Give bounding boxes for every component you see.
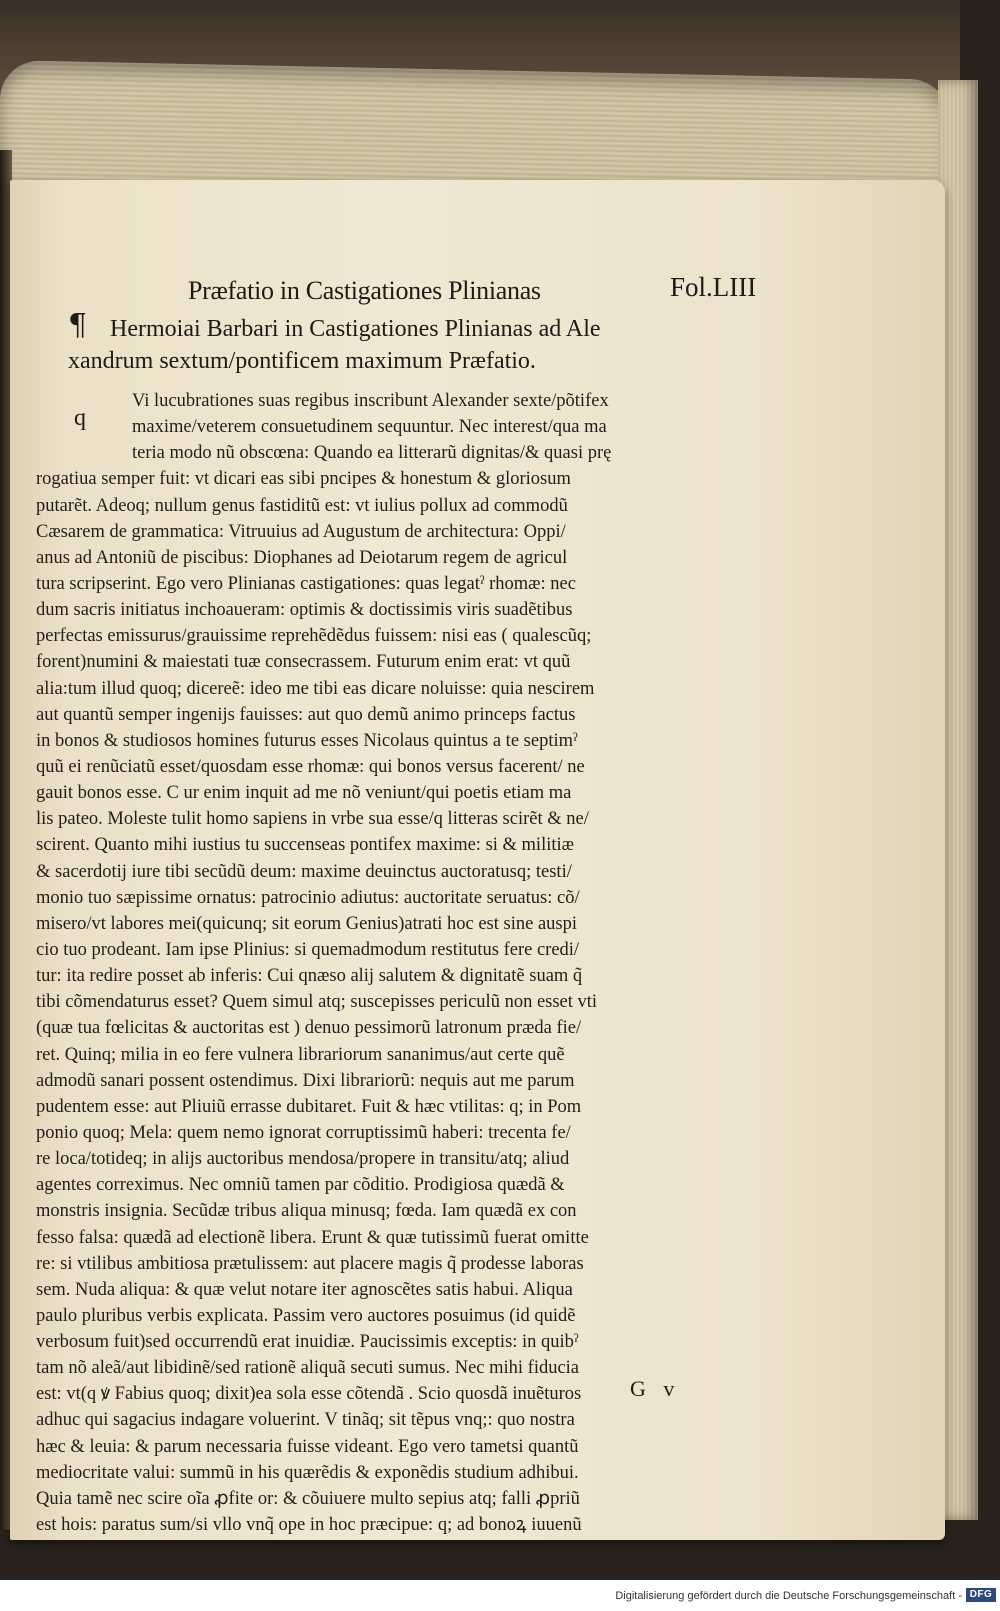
body-line: rogatiua semper fuit: vt dicari eas sibi pncipes & honestum & gloriosum: [36, 469, 571, 490]
body-line: agentes correximus. Nec omniũ tamen par cõditio. Prodigiosa quædã &: [36, 1175, 565, 1196]
signature-mark: G v: [630, 1376, 681, 1401]
body-line: Cæsarem de grammatica: Vitruuius ad Augustum de architectura: Oppi/: [36, 521, 566, 542]
body-line: tibi cõmendaturus esset? Quem simul atq; suscepisses periculũ non esset vti: [36, 992, 598, 1013]
body-line: cio tuo prodeant. Iam ipse Plinius: si quemadmodum restitutus fere credi/: [36, 939, 580, 960]
body-line: (quæ tua fœlicitas & auctoritas est ) denuo pessimorũ latronum præda fie/: [36, 1018, 582, 1039]
body-line: monio tuo sæpissime ornatus: patrocinio adiutus: auctoritate seruatus: cõ/: [36, 887, 580, 908]
body-line: in bonos & studiosos homines futurus esses Nicolaus quintus a te septimˀ: [36, 730, 578, 751]
body-line: re loca/totideq; in alijs auctoribus mendosa/propere in transitu/atq; aliud: [36, 1149, 570, 1170]
body-line: paulo pluribus verbis explicata. Passim vero auctores posuimus (id quidẽ: [36, 1305, 576, 1326]
body-line: perfectas emissurus/grauissime reprehẽdẽdus fuissem: nisi eas ( qualescũq;: [36, 626, 592, 647]
body-line: putarẽt. Adeoq; nullum genus fastiditũ est: vt iulius pollux ad commodũ: [36, 495, 568, 516]
body-line: dum sacris initiatus inchoaueram: optimis & doctissimis viris suadẽtibus: [36, 600, 573, 621]
dfg-logo-icon: DFG: [966, 1588, 996, 1602]
body-line: [36, 1538, 796, 1564]
body-line: Vi lucubrationes suas regibus inscribunt Alexander sexte/põtifex: [132, 391, 609, 411]
book-page: [10, 180, 945, 1540]
body-line: gauit bonos esse. C ur enim inquit ad me nõ veniunt/qui poetis etiam ma: [36, 783, 572, 804]
body-line: Quia tamẽ nec scire oĩa ꝓfite or: & cõuiuere multo sepius atq; falli ꝓpriũ: [36, 1488, 580, 1509]
body-text: [36, 388, 796, 1564]
body-line: re: si vtilibus ambitiosa prætulissem: aut placere magis q̃ prodesse laboras: [36, 1253, 584, 1274]
body-line: & sacerdotij iure tibi secũdũ deum: maxime deuinctus auctoratusq; testi/: [36, 861, 572, 882]
body-line: tur: ita redire posset ab inferis: Cui qnæso alij salutem & dignitatẽ suam q̃: [36, 966, 583, 987]
folio-number: Fol.LIII: [670, 272, 757, 302]
body-line: ponio quoq; Mela: quem nemo ignorat corruptissimũ haberi: trecenta fe/: [36, 1122, 571, 1143]
footer-credit: Digitalisierung gefördert durch die Deutsche Forschungsgemeinschaft -: [615, 1590, 962, 1602]
body-line: forent)numini & maiestati tuæ consecrassem. Futurum enim erat: vt quũ: [36, 652, 571, 673]
body-line: admodũ sanari possent ostendimus. Dixi librariorũ: nequis aut me parum: [36, 1070, 575, 1091]
body-line: est hois: paratus sum/si vllo vnq̃ ope in hoc præcipue: q; ad bonoꝝ iuuenũ: [36, 1515, 582, 1536]
body-line: tam nõ aleã/aut libidinẽ/sed rationẽ aliquã secuti sumus. Nec mihi fiducia: [36, 1358, 580, 1379]
body-line: mediocritate valui: summũ in his quærẽdis & exponẽdis studium adhibui.: [36, 1462, 579, 1483]
section-heading-line-2: xandrum sextum/pontificem maximum Præfatio.: [68, 348, 536, 374]
body-line: teria modo nũ obscœna: Quando ea litterarũ dignitas/& quasi prę: [132, 443, 612, 464]
body-line: fesso falsa: quædã ad electionẽ libera. Erunt & quæ tutissimũ fuerat omitte: [36, 1227, 589, 1248]
body-line: monstris insignia. Secũdæ tribus aliqua minusq; fœda. Iam quædã ex con: [36, 1201, 577, 1222]
body-line: alia:tum illud quoq; dicereẽ: ideo me tibi eas dicare noluisse: quia nescirem: [36, 678, 595, 699]
body-line: verbosum fuit)sed occurrendũ erat inuidiæ. Paucissimis exceptis: in quibˀ: [36, 1332, 579, 1353]
body-line: anus ad Antoniũ de piscibus: Diophanes ad Deiotarum regem de agricul: [36, 547, 568, 568]
body-line: ret. Quinq; milia in eo fere vulnera librariorum sananimus/aut certe quẽ: [36, 1044, 565, 1065]
body-line: quũ ei renũciatũ esset/quosdam esse rhomæ: qui bonos versus facerent/ ne: [36, 756, 585, 777]
running-title: Præfatio in Castigationes Plinianas: [188, 276, 541, 305]
body-line: hæc & leuia: & parum necessaria fuisse videant. Ego vero tametsi quantũ: [36, 1436, 579, 1457]
body-line: est: vt(q ꝟ Fabius quoq; dixit)ea sola esse cõtendã . Scio quosdã inuẽturos: [36, 1384, 582, 1405]
body-line: maxime/veterem consuetudinem sequuntur. Nec interest/qua ma: [132, 417, 607, 438]
body-line: pudentem esse: aut Pliuiũ errasse dubitaret. Fuit & hæc vtilitas: q; in Pom: [36, 1096, 582, 1117]
body-line: sem. Nuda aliqua: & quæ velut notare iter agnoscẽtes satis habui. Aliqua: [36, 1279, 573, 1300]
body-line: adhuc qui sagacius indagare voluerint. V tinãq; sit tẽpus vnq;: quo nostra: [36, 1410, 575, 1431]
section-heading-line-1: Hermoiai Barbari in Castigationes Plinianas ad Ale: [110, 316, 601, 342]
body-line: aut quantũ semper ingenijs fauisses: aut quo demũ animo princeps factus: [36, 704, 576, 725]
body-line: lis pateo. Moleste tulit homo sapiens in vrbe sua esse/q litteras scirẽt & ne/: [36, 809, 589, 830]
guide-letter: q: [74, 405, 86, 431]
body-line: misero/vt labores mei(quicunq; sit eorum Genius)atrati hoc est sine auspi: [36, 913, 577, 934]
body-line: tura scripserint. Ego vero Plinianas castigationes: quas legatˀ rhomæ: nec: [36, 573, 576, 594]
body-line: scirent. Quanto mihi iustius tu succenseas pontifex maxime: si & militiæ: [36, 835, 574, 856]
pilcrow-icon: ¶: [68, 308, 88, 343]
